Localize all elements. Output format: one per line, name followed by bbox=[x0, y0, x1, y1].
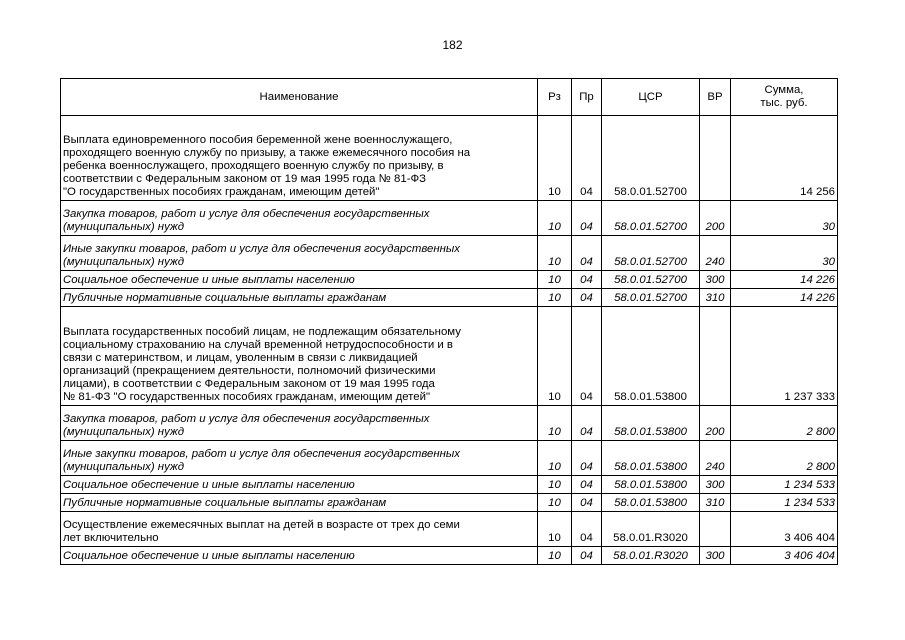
table-row bbox=[61, 547, 838, 565]
row-sum: 30 bbox=[731, 236, 838, 271]
row-vr: 310 bbox=[700, 289, 731, 307]
row-name-line: (муниципальных) нужд bbox=[63, 221, 185, 233]
row-sum: 1 234 533 bbox=[731, 494, 838, 512]
row-name-line: Публичные нормативные социальные выплаты гражданам bbox=[63, 497, 387, 509]
page-number: 182 bbox=[442, 38, 463, 52]
row-name-line: социальному страхованию на случай временной нетрудоспособности и в bbox=[63, 339, 453, 351]
table-row bbox=[61, 289, 838, 307]
header-sum bbox=[731, 79, 838, 116]
row-sum: 14 256 bbox=[731, 116, 838, 201]
row-rz: 10 bbox=[538, 476, 572, 494]
row-name-line: (муниципальных) нужд bbox=[63, 426, 185, 438]
table-row bbox=[61, 441, 838, 476]
row-csr: 58.0.01.53800 bbox=[602, 441, 700, 476]
row-csr: 58.0.01.52700 bbox=[602, 236, 700, 271]
header-vr: ВР bbox=[700, 79, 731, 116]
row-rz: 10 bbox=[538, 441, 572, 476]
row-pr: 04 bbox=[572, 271, 602, 289]
row-name bbox=[61, 441, 538, 476]
table-row bbox=[61, 476, 838, 494]
row-pr: 04 bbox=[572, 441, 602, 476]
row-name-line: Закупка товаров, работ и услуг для обеспечения государственных bbox=[63, 208, 430, 220]
row-name-line: лицами), в соответствии с Федеральным законом от 19 мая 1995 года bbox=[63, 378, 435, 390]
row-name-line: Иные закупки товаров, работ и услуг для обеспечения государственных bbox=[63, 448, 460, 460]
row-name-line: Выплата государственных пособий лицам, не подлежащим обязательному bbox=[63, 326, 461, 338]
row-sum: 1 234 533 bbox=[731, 476, 838, 494]
row-vr bbox=[700, 512, 731, 547]
row-name-line: Социальное обеспечение и иные выплаты населению bbox=[63, 479, 355, 491]
row-rz: 10 bbox=[538, 116, 572, 201]
row-name bbox=[61, 307, 538, 406]
budget-table bbox=[60, 78, 838, 565]
row-name-line: организаций (прекращением деятельности, полномочий физическими bbox=[63, 365, 436, 377]
row-pr: 04 bbox=[572, 307, 602, 406]
table-row bbox=[61, 406, 838, 441]
row-vr: 200 bbox=[700, 406, 731, 441]
row-name-line: проходящего военную службу по призыву, а также ежемесячного пособия на bbox=[63, 147, 471, 159]
row-vr: 300 bbox=[700, 271, 731, 289]
header-name: Наименование bbox=[61, 79, 538, 116]
row-csr: 58.0.01.53800 bbox=[602, 494, 700, 512]
row-name bbox=[61, 476, 538, 494]
table-row bbox=[61, 236, 838, 271]
row-rz: 10 bbox=[538, 307, 572, 406]
row-name-line: связи с материнством, и лицам, уволенным в связи с ликвидацией bbox=[63, 352, 418, 364]
row-name-line: Публичные нормативные социальные выплаты гражданам bbox=[63, 292, 387, 304]
table-row bbox=[61, 201, 838, 236]
row-rz: 10 bbox=[538, 547, 572, 565]
header-pr: Пр bbox=[572, 79, 602, 116]
row-vr: 300 bbox=[700, 547, 731, 565]
header-row bbox=[61, 79, 838, 116]
row-name-line: ребенка военнослужащего, проходящего военную службу по призыву, в bbox=[63, 160, 444, 172]
row-sum: 2 800 bbox=[731, 406, 838, 441]
row-sum: 3 406 404 bbox=[731, 512, 838, 547]
row-vr: 200 bbox=[700, 201, 731, 236]
row-pr: 04 bbox=[572, 494, 602, 512]
row-pr: 04 bbox=[572, 116, 602, 201]
row-pr: 04 bbox=[572, 476, 602, 494]
row-csr: 58.0.01.53800 bbox=[602, 307, 700, 406]
row-vr: 300 bbox=[700, 476, 731, 494]
row-name-line: Социальное обеспечение и иные выплаты населению bbox=[63, 550, 355, 562]
row-csr: 58.0.01.52700 bbox=[602, 201, 700, 236]
row-sum: 1 237 333 bbox=[731, 307, 838, 406]
table-row bbox=[61, 116, 838, 201]
row-sum: 14 226 bbox=[731, 271, 838, 289]
row-name bbox=[61, 406, 538, 441]
header-sum-line2: тыс. руб. bbox=[760, 97, 808, 109]
row-csr: 58.0.01.52700 bbox=[602, 116, 700, 201]
row-rz: 10 bbox=[538, 201, 572, 236]
row-name-line: (муниципальных) нужд bbox=[63, 256, 185, 268]
row-name-line: Иные закупки товаров, работ и услуг для обеспечения государственных bbox=[63, 243, 460, 255]
table-row bbox=[61, 494, 838, 512]
row-name-line: Выплата единовременного пособия беременной жене военнослужащего, bbox=[63, 134, 453, 146]
row-sum: 30 bbox=[731, 201, 838, 236]
row-rz: 10 bbox=[538, 289, 572, 307]
row-csr: 58.0.01.52700 bbox=[602, 289, 700, 307]
table-row bbox=[61, 271, 838, 289]
row-name-line: лет включительно bbox=[63, 532, 159, 544]
row-pr: 04 bbox=[572, 201, 602, 236]
table-row bbox=[61, 512, 838, 547]
row-name-line: Закупка товаров, работ и услуг для обеспечения государственных bbox=[63, 413, 430, 425]
row-sum: 2 800 bbox=[731, 441, 838, 476]
row-sum: 3 406 404 bbox=[731, 547, 838, 565]
header-csr: ЦСР bbox=[602, 79, 700, 116]
row-rz: 10 bbox=[538, 271, 572, 289]
row-sum: 14 226 bbox=[731, 289, 838, 307]
row-name-line: № 81-ФЗ "О государственных пособиях гражданам, имеющим детей" bbox=[63, 391, 431, 403]
row-name-line: Осуществление ежемесячных выплат на детей в возрасте от трех до семи bbox=[63, 519, 460, 531]
row-vr bbox=[700, 307, 731, 406]
row-pr: 04 bbox=[572, 236, 602, 271]
row-vr: 240 bbox=[700, 236, 731, 271]
row-name bbox=[61, 494, 538, 512]
row-vr: 310 bbox=[700, 494, 731, 512]
row-csr: 58.0.01.53800 bbox=[602, 476, 700, 494]
row-rz: 10 bbox=[538, 236, 572, 271]
row-name bbox=[61, 236, 538, 271]
row-pr: 04 bbox=[572, 289, 602, 307]
row-csr: 58.0.01.52700 bbox=[602, 271, 700, 289]
row-name bbox=[61, 547, 538, 565]
row-rz: 10 bbox=[538, 512, 572, 547]
header-sum-line1: Сумма, bbox=[764, 84, 804, 96]
row-csr: 58.0.01.53800 bbox=[602, 406, 700, 441]
row-name bbox=[61, 289, 538, 307]
header-rz: Рз bbox=[538, 79, 572, 116]
row-csr: 58.0.01.R3020 bbox=[602, 512, 700, 547]
row-name bbox=[61, 116, 538, 201]
row-pr: 04 bbox=[572, 547, 602, 565]
row-name-line: (муниципальных) нужд bbox=[63, 461, 185, 473]
row-name bbox=[61, 512, 538, 547]
table-body bbox=[61, 116, 838, 565]
row-name-line: Социальное обеспечение и иные выплаты населению bbox=[63, 274, 355, 286]
row-vr: 240 bbox=[700, 441, 731, 476]
row-pr: 04 bbox=[572, 406, 602, 441]
row-name-line: соответствии с Федеральным законом от 19 мая 1995 года № 81-ФЗ bbox=[63, 173, 427, 185]
row-pr: 04 bbox=[572, 512, 602, 547]
row-rz: 10 bbox=[538, 494, 572, 512]
row-name bbox=[61, 271, 538, 289]
row-name bbox=[61, 201, 538, 236]
row-csr: 58.0.01.R3020 bbox=[602, 547, 700, 565]
table-row bbox=[61, 307, 838, 406]
row-rz: 10 bbox=[538, 406, 572, 441]
row-name-line: "О государственных пособиях гражданам, имеющим детей" bbox=[63, 186, 380, 198]
row-vr bbox=[700, 116, 731, 201]
table-header bbox=[61, 79, 838, 116]
